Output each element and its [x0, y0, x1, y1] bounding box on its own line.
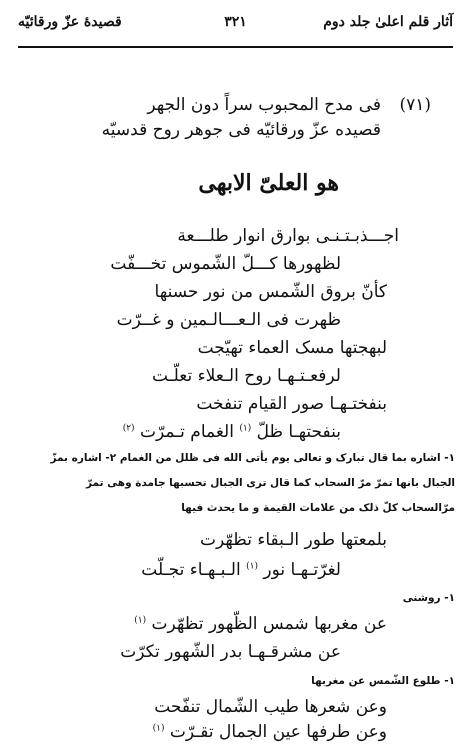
verse-line: بلمعتها طور الـبقاء تظهّرت — [200, 530, 387, 550]
footnote-marker: (١) — [134, 615, 147, 626]
intro-line-2: قصیده عزّ ورقائیّه فی جوهر روح قدسیّه — [101, 120, 381, 140]
verse-line-with-notes — [123, 422, 341, 442]
footnote: ١- روشنی — [402, 592, 455, 604]
verse-text: بنفحتهـا ظلّ — [256, 422, 341, 442]
verse-text: وعن طرفها عین الجمال تقـرّت — [169, 722, 387, 742]
poem-number: (٧١) — [399, 95, 431, 115]
verse-line: لرفعـتـهـا روح الـعلاء تعلّـت — [151, 366, 341, 386]
verse-line: وعن شعرها طیب الشّمال تنفّحت — [154, 697, 387, 717]
footnote: الجبال بانها تمرّ مرّ السحاب کما قال تری الجبال تحسبها جامدة وهی تمرّ — [86, 477, 455, 489]
footnote: ١- اشاره بما قال تبارک و تعالی یوم یأتی الله فی ظلل من الغمام ٢- اشاره بمزّ — [50, 452, 455, 464]
verse-line: عن مشرقـهـا بدر الشّهور تکرّت — [120, 642, 341, 662]
verse-text: لغرّتـهـا نور — [263, 560, 341, 580]
verse-line: کأنّ بروق الشّمس من نور حسنها — [154, 282, 387, 302]
section-title: قصیدهٔ عزّ ورقائیّه — [18, 14, 122, 30]
page-number: ٣٢١ — [224, 14, 247, 30]
footnote-marker: (١) — [239, 423, 252, 434]
verse-line-with-notes — [141, 560, 341, 580]
verse-text: الغمام تـمرّت — [139, 422, 234, 442]
footnote: ١- طلوع الشّمس عن مغربها — [311, 675, 455, 687]
verse-line: لظهورها کـــلّ الشّموس تخـــفّت — [110, 254, 341, 274]
header-rule — [18, 46, 453, 48]
verse-line-with-notes — [153, 722, 387, 742]
footnote-marker: (١) — [246, 561, 258, 572]
verse-line: بنفختـهـا صور القیام تنفخت — [196, 394, 387, 414]
invocation: هو العلیّ الابهی — [198, 170, 339, 196]
book-title: آثار قلم اعلیٰ جلد دوم — [323, 14, 453, 30]
intro-line-1: فی مدح المحبوب سراً دون الجهر — [147, 95, 381, 115]
verse-text: عن مغربها شمس الظّهور تظهّرت — [151, 614, 387, 634]
verse-text: الـبـهـاء تجـلّت — [141, 560, 241, 580]
footnote-marker: (١) — [152, 723, 165, 734]
running-header — [18, 6, 453, 50]
verse-line: لبهجتها مسک العماء تهیّجت — [197, 338, 387, 358]
verse-line-with-notes — [134, 614, 387, 634]
verse-line: اجـــذبـتـنـی بوارق انوار طلـــعة — [177, 226, 399, 246]
footnote-marker: (٢) — [122, 423, 135, 434]
footnote: مرّالسحاب کلّ ذلک من علامات القیمة و ما یحدث فیها — [181, 502, 455, 514]
verse-line: ظهرت فی الـعـــالـمین و غــرّت — [116, 310, 341, 330]
